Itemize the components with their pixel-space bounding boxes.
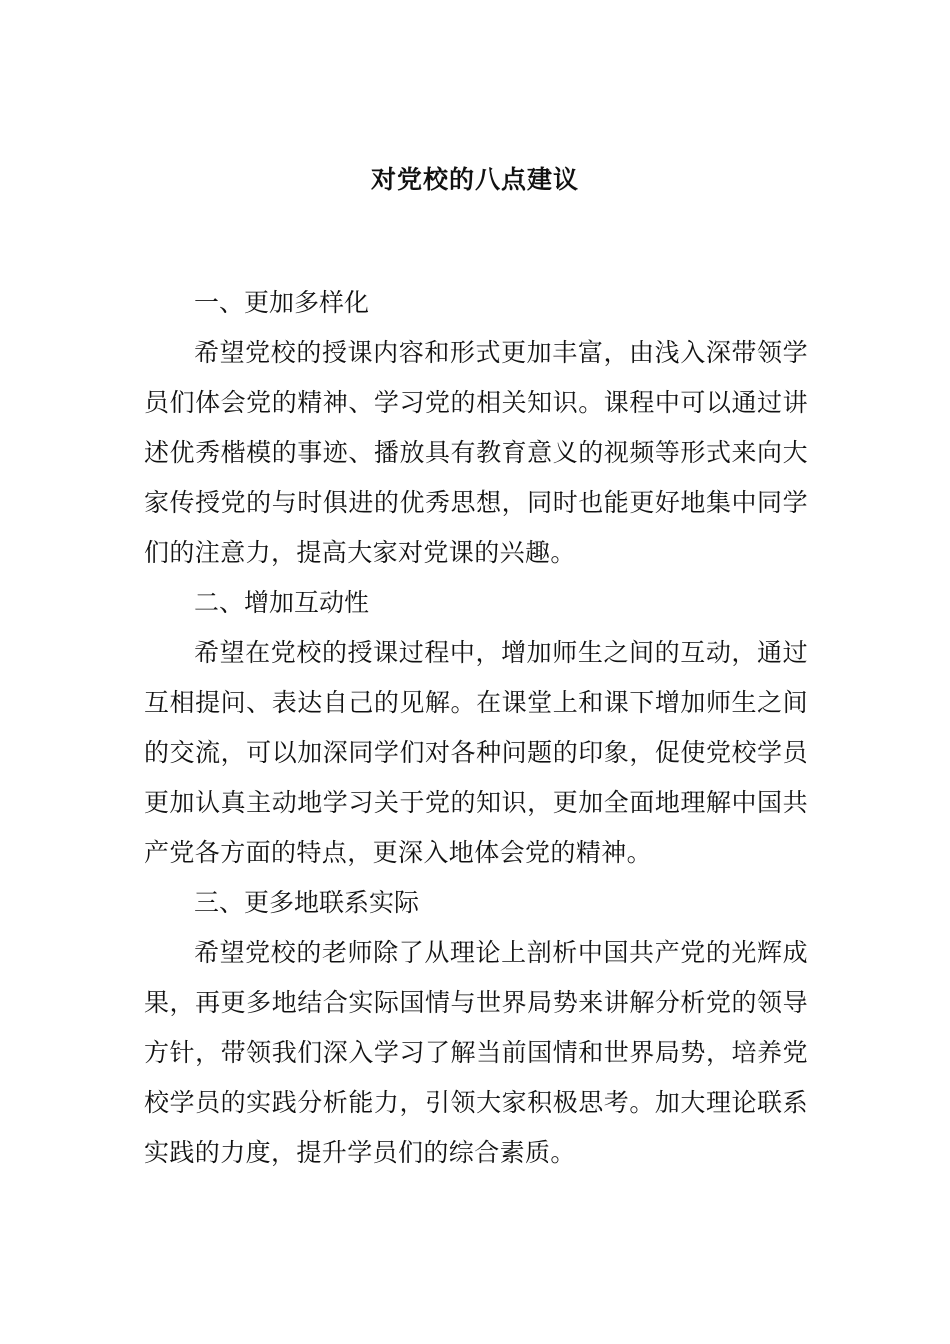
section-paragraph: 希望在党校的授课过程中，增加师生之间的互动，通过互相提问、表达自己的见解。在课堂上和课下增加师生之间的交流，可以加深同学们对各种问题的印象，促使党校学员更加认真主动地学习关于党的知识，更加全面地理解中国共产党各方面的特点，更深入地体会党的精神。: [144, 638, 808, 867]
section-1: [144, 278, 808, 578]
section-paragraph: 希望党校的老师除了从理论上剖析中国共产党的光辉成果，再更多地结合实际国情与世界局势来讲解分析党的领导方针，带领我们深入学习了解当前国情和世界局势，培养党校学员的实践分析能力，引领大家积极思考。加大理论联系实践的力度，提升学员们的综合素质。: [144, 938, 808, 1167]
section-heading: 三、更多地联系实际: [194, 888, 420, 917]
section-paragraph: 希望党校的授课内容和形式更加丰富，由浅入深带领学员们体会党的精神、学习党的相关知识。课程中可以通过讲述优秀楷模的事迹、播放具有教育意义的视频等形式来向大家传授党的与时俱进的优秀思想，同时也能更好地集中同学们的注意力，提高大家对党课的兴趣。: [144, 338, 808, 567]
section-2: [144, 578, 808, 878]
document-title: 对党校的八点建议: [370, 165, 579, 194]
section-heading: 一、更加多样化: [194, 288, 370, 317]
section-heading: 二、增加互动性: [194, 588, 370, 617]
document-body: [144, 278, 808, 1178]
section-3: [144, 878, 808, 1178]
